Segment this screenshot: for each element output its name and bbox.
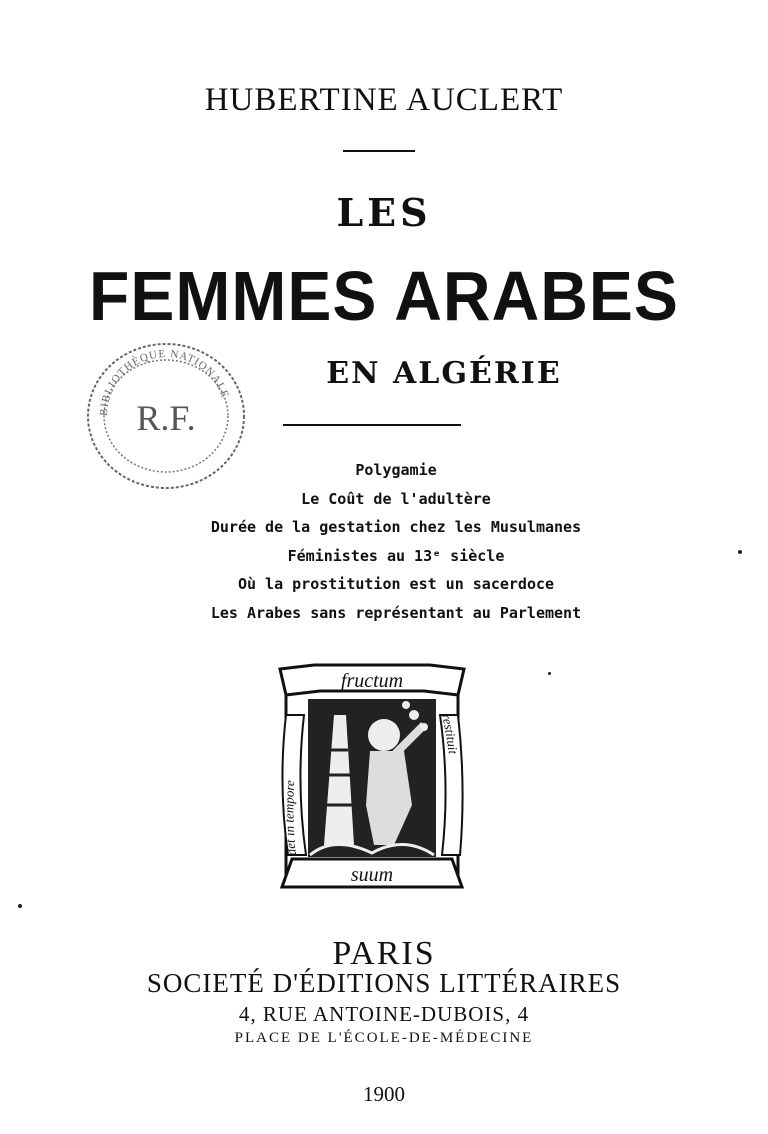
device-banner-top: fructum bbox=[340, 670, 404, 692]
imprint-address-line: PLACE DE L'ÉCOLE-DE-MÉDECINE bbox=[234, 1030, 534, 1046]
stamp-initials: R.F. bbox=[136, 398, 196, 438]
imprint-year: 1900 bbox=[363, 1082, 405, 1106]
book-title: FEMMES ARABES bbox=[89, 257, 679, 335]
stamp-ring-text: BIBLIOTHÈQUE NATIONALE bbox=[97, 347, 232, 417]
svg-text:det in tempore bbox=[281, 779, 299, 856]
scan-speck bbox=[18, 904, 22, 908]
printers-device bbox=[274, 655, 470, 895]
topic-item: Durée de la gestation chez les Musulmanes bbox=[210, 518, 582, 536]
topic-item: Polygamie bbox=[355, 461, 437, 479]
divider-rule bbox=[343, 150, 415, 152]
topic-item: Où la prostitution est un sacerdoce bbox=[237, 575, 555, 593]
book-subtitle: EN ALGÉRIE bbox=[326, 356, 562, 391]
author-name: HUBERTINE AUCLERT bbox=[204, 82, 564, 118]
imprint-address-line: 4, RUE ANTOINE-DUBOIS, 4 bbox=[238, 1002, 530, 1026]
topic-item: Féministes au 13ᵉ siècle bbox=[287, 546, 505, 565]
imprint-publisher: SOCIETÉ D'ÉDITIONS LITTÉRAIRES bbox=[146, 968, 622, 998]
imprint-city: PARIS bbox=[332, 935, 436, 972]
device-side-right: restituit bbox=[439, 712, 461, 755]
scan-speck bbox=[548, 672, 551, 675]
scan-speck bbox=[738, 550, 742, 554]
divider-rule bbox=[283, 424, 461, 426]
device-banner-bottom: suum bbox=[350, 864, 394, 886]
device-tree-figure bbox=[308, 699, 436, 857]
title-article: LES bbox=[336, 190, 432, 235]
device-side-left: det in tempore bbox=[281, 779, 299, 857]
topics-list bbox=[0, 456, 768, 627]
topic-item: Les Arabes sans représentant au Parlement bbox=[210, 603, 582, 622]
topic-item: Le Coût de l'adultère bbox=[301, 489, 491, 508]
